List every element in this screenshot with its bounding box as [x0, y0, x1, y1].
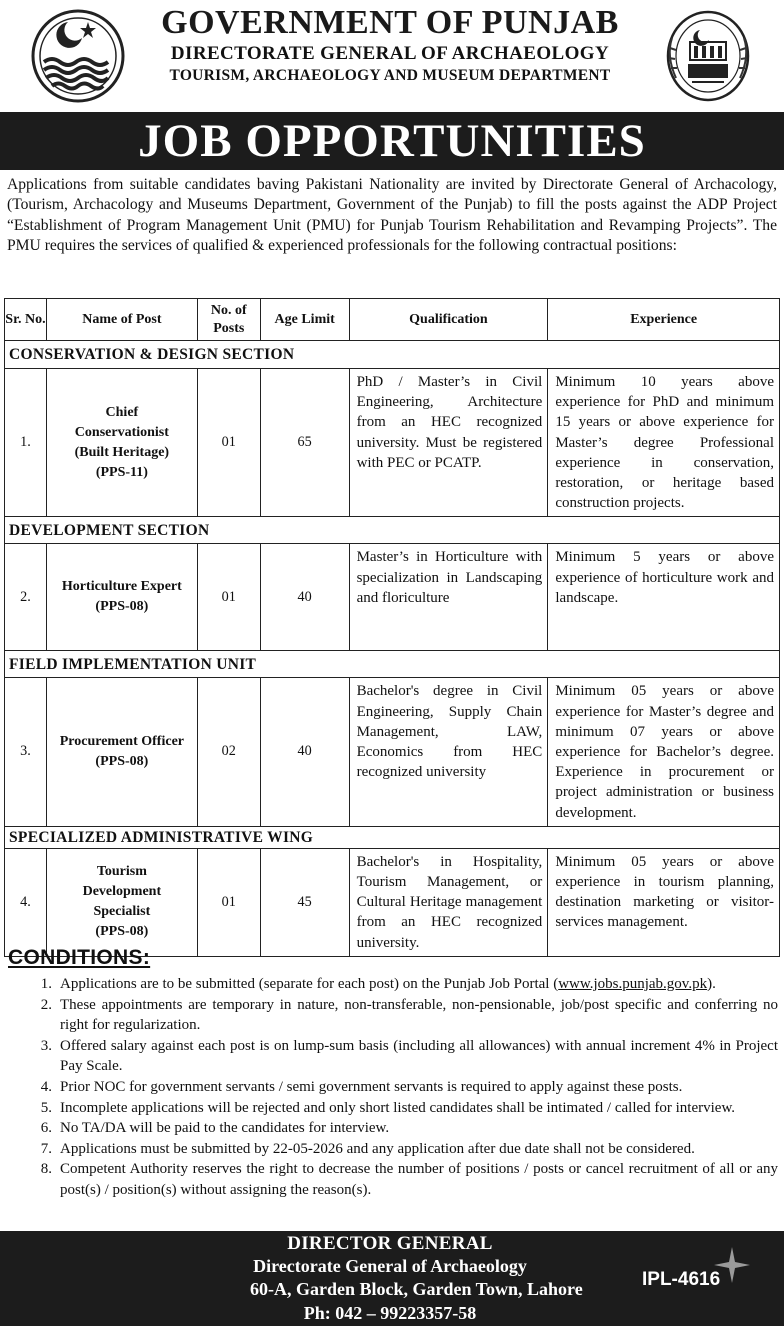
condition-number: 7.	[40, 1140, 52, 1157]
section-row	[5, 826, 780, 848]
condition-text: No TA/DA will be paid to the candidates for interview.	[60, 1120, 390, 1137]
list-item	[30, 1159, 778, 1200]
cell-age-limit: 40	[260, 544, 349, 651]
condition-text: Incomplete applications will be rejected and only short listed candidates shall be intimated / called for interview.	[60, 1099, 736, 1116]
section-row	[5, 517, 780, 544]
department-title: TOURISM, ARCHAEOLOGY AND MUSEUM DEPARTMENT	[169, 67, 611, 84]
banner-title: JOB OPPORTUNITIES	[138, 115, 646, 167]
condition-number: 1.	[40, 976, 52, 992]
government-title: GOVERNMENT OF PUNJAB	[161, 4, 619, 41]
cell-experience: Minimum 05 years or above experience for Master’s degree and minimum 07 years or above experience for Bachelor’s degree. Experience in procurement or project administration or business development.	[548, 678, 780, 826]
col-age-limit: Age Limit	[260, 299, 349, 341]
cell-age-limit: 45	[260, 848, 349, 956]
footer	[0, 1231, 784, 1326]
post-name-line: (Built Heritage)	[74, 444, 170, 460]
list-item	[30, 1118, 778, 1139]
cell-age-limit: 65	[260, 369, 349, 517]
cell-post-name	[46, 369, 197, 517]
cell-qualification: PhD / Master’s in Civil Engineering, Architecture from an HEC recognized university. Must be registered with PEC or PCATP.	[349, 369, 548, 517]
post-name-line: Specialist	[93, 904, 151, 920]
directorate-title: DIRECTORATE GENERAL OF ARCHAEOLOGY	[170, 43, 610, 64]
conditions-heading: CONDITIONS:	[8, 946, 151, 969]
condition-text: Competent Authority reserves the right to decrease the number of positions / posts or cancel recruitment of all or any post(s) / position(s) without assigning the reason(s).	[60, 1161, 778, 1198]
list-item	[30, 1098, 778, 1119]
post-name-line: Conservationist	[74, 424, 169, 440]
col-qualification: Qualification	[349, 299, 548, 341]
cell-sr-no: 4.	[5, 848, 47, 956]
section-title: FIELD IMPLEMENTATION UNIT	[5, 651, 780, 678]
footer-title: DIRECTOR GENERAL	[287, 1233, 493, 1254]
post-name-line: Chief	[105, 404, 139, 420]
cell-sr-no: 2.	[5, 544, 47, 651]
job-portal-link[interactable]: www.jobs.punjab.gov.pk	[558, 976, 708, 992]
post-name-line: Horticulture Expert	[61, 579, 182, 595]
cell-post-name	[46, 544, 197, 651]
section-title: CONSERVATION & DESIGN SECTION	[5, 341, 780, 369]
post-scale: (PPS-08)	[95, 599, 149, 615]
post-name-line: Procurement Officer	[59, 734, 184, 750]
post-scale: (PPS-08)	[95, 754, 149, 770]
post-name-line: Development	[82, 884, 162, 900]
cell-sr-no: 3.	[5, 678, 47, 826]
cell-qualification: Bachelor's degree in Civil Engineering, Supply Chain Management, LAW, Economics from HEC recognized university	[349, 678, 548, 826]
cell-post-name	[46, 848, 197, 956]
post-name-line: Tourism	[96, 864, 147, 880]
col-experience: Experience	[548, 299, 780, 341]
footer-phone: Ph: 042 – 99223357-58	[303, 1303, 477, 1323]
list-item	[30, 1077, 778, 1098]
condition-number: 5.	[40, 1099, 52, 1116]
section-row	[5, 341, 780, 369]
intro-paragraph: Applications from suitable candidates baving Pakistani Nationality are invited by Directorate General of Archacology, (Tourism, Archacology and Museums Department, Government of the Punjab) to fill the posts against the ADP Project “Establishment of Program Management Unit (PMU) for Punjab Tourism Rehabilitation and Revamping Projects”. The PMU requires the services of qualified & experienced professionals for the following contractual positions:	[7, 176, 777, 254]
header-text	[130, 4, 650, 86]
section-title: DEVELOPMENT SECTION	[5, 517, 780, 544]
condition-text: Prior NOC for government servants / semi government servants is required to apply against these posts.	[60, 1078, 683, 1095]
cell-post-name	[46, 678, 197, 826]
header	[0, 0, 784, 112]
condition-text-end: ).	[707, 976, 716, 992]
condition-number: 6.	[40, 1120, 52, 1137]
section-title: SPECIALIZED ADMINISTRATIVE WING	[5, 826, 780, 848]
cell-no-of-posts: 01	[197, 848, 260, 956]
positions-table	[4, 298, 780, 957]
cell-qualification: Master’s in Horticulture with specialization in Landscaping and floriculture	[349, 544, 548, 651]
table-header-row	[5, 299, 780, 341]
condition-text: Applications must be submitted by 22-05-2026 and any application after due date shall not be considered.	[60, 1140, 695, 1157]
conditions-list	[30, 974, 778, 1201]
condition-number: 3.	[40, 1037, 52, 1054]
cell-experience: Minimum 05 years or above experience in tourism planning, destination marketing or visitor-services management.	[548, 848, 780, 956]
cell-no-of-posts: 01	[197, 369, 260, 517]
table-row	[5, 369, 780, 517]
cell-age-limit: 40	[260, 678, 349, 826]
post-scale: (PPS-08)	[95, 924, 149, 940]
cell-no-of-posts: 02	[197, 678, 260, 826]
ipl-code: IPL-4616	[642, 1269, 721, 1290]
table-row	[5, 544, 780, 651]
list-item	[30, 974, 778, 995]
cell-qualification: Bachelor's in Hospitality, Tourism Management, or Cultural Heritage management from an HEC recognized university.	[349, 848, 548, 956]
condition-number: 4.	[40, 1078, 52, 1095]
footer-address: 60-A, Garden Block, Garden Town, Lahore	[250, 1279, 583, 1299]
table-row	[5, 848, 780, 956]
list-item	[30, 1036, 778, 1077]
post-scale: (PPS-11)	[95, 464, 148, 480]
list-item	[30, 1139, 778, 1160]
archaeology-emblem-icon	[660, 8, 756, 104]
cell-experience: Minimum 5 years or above experience of horticulture work and landscape.	[548, 544, 780, 651]
col-no-of-posts: No. of Posts	[197, 299, 260, 341]
title-banner	[0, 112, 784, 170]
table-row	[5, 678, 780, 826]
footer-address-block	[250, 1233, 583, 1325]
condition-text: Offered salary against each post is on lump-sum basis (including all allowances) with annual increment 4% in Project Pay Scale.	[60, 1037, 778, 1075]
condition-text: These appointments are temporary in nature, non-transferable, non-pensionable, job/post specific and conferring no right for regularization.	[60, 996, 778, 1034]
footer-org: Directorate General of Archaeology	[253, 1256, 527, 1276]
section-row	[5, 651, 780, 678]
condition-number: 8.	[40, 1161, 52, 1178]
condition-number: 2.	[40, 996, 52, 1013]
cell-no-of-posts: 01	[197, 544, 260, 651]
cell-experience: Minimum 10 years above experience for PhD and minimum 15 years or above experience for Master’s degree Professional experience in conservation, restoration, or heritage based construction projects.	[548, 369, 780, 517]
col-name-of-post: Name of Post	[46, 299, 197, 341]
cell-sr-no: 1.	[5, 369, 47, 517]
condition-text: Applications are to be submitted (separate for each post) on the Punjab Job Portal (	[60, 976, 559, 992]
list-item	[30, 995, 778, 1036]
punjab-logo-icon	[30, 8, 126, 104]
col-sr-no: Sr. No.	[5, 299, 47, 341]
